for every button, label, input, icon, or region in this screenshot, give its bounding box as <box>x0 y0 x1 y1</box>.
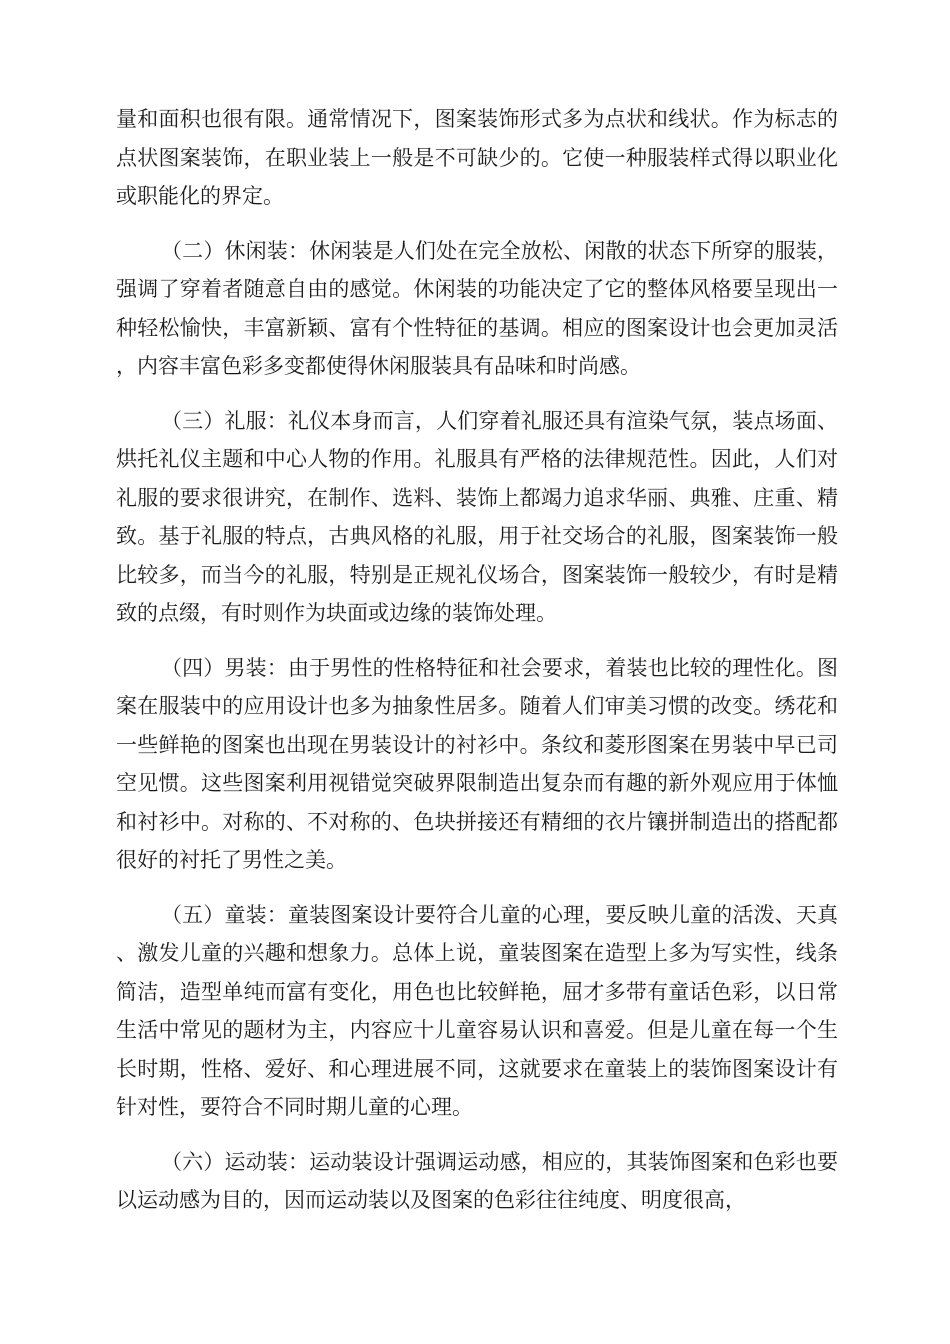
paragraph-menswear: （四）男装：由于男性的性格特征和社会要求，着装也比较的理性化。图案在服装中的应用设计也多为抽象性居多。随着人们审美习惯的改变。绣花和一些鲜艳的图案也出现在男装设计的衬衫中。条纹和菱形图案在男装中早已司空见惯。这些图案利用视错觉突破界限制造出复杂而有趣的新外观应用于体恤和衬衫中。对称的、不对称的、色块拼接还有精细的衣片镶拼制造出的搭配都很好的衬托了男性之美。 <box>116 655 838 872</box>
document-page <box>116 100 838 1236</box>
paragraph-childrens-wear: （五）童装：童装图案设计要符合儿童的心理，要反映儿童的活泼、天真、激发儿童的兴趣和想象力。总体上说，童装图案在造型上多为写实性，线条简洁，造型单纯而富有变化，用色也比较鲜艳，屈才多带有童话色彩，以日常生活中常见的题材为主，内容应十儿童容易认识和喜爱。但是儿童在每一个生长时期，性格、爱好、和心理进展不同，这就要求在童装上的装饰图案设计有针对性，要符合不同时期儿童的心理。 <box>116 902 838 1119</box>
paragraph-formal-wear: （三）礼服：礼仪本身而言，人们穿着礼服还具有渲染气氛，装点场面、烘托礼仪主题和中心人物的作用。礼服具有严格的法律规范性。因此，人们对礼服的要求很讲究，在制作、选料、装饰上都竭力追求华丽、典雅、庄重、精致。基于礼服的特点，古典风格的礼服，用于社交场合的礼服，图案装饰一般比较多，而当今的礼服，特别是正规礼仪场合，图案装饰一般较少，有时是精致的点缀，有时则作为块面或边缘的装饰处理。 <box>116 408 838 625</box>
paragraph-sportswear: （六）运动装：运动装设计强调运动感，相应的，其装饰图案和色彩也要以运动感为目的，因而运动装以及图案的色彩往往纯度、明度很高， <box>116 1149 838 1212</box>
paragraph-continuation: 量和面积也很有限。通常情况下，图案装饰形式多为点状和线状。作为标志的点状图案装饰，在职业装上一般是不可缺少的。它使一种服装样式得以职业化或职能化的界定。 <box>116 107 838 208</box>
paragraph-casual-wear: （二）休闲装：休闲装是人们处在完全放松、闲散的状态下所穿的服装，强调了穿着者随意自由的感觉。休闲装的功能决定了它的整体风格要呈现出一种轻松愉快，丰富新颖、富有个性特征的基调。相应的图案设计也会更加灵活，内容丰富色彩多变都使得休闲服装具有品味和时尚感。 <box>116 238 838 378</box>
